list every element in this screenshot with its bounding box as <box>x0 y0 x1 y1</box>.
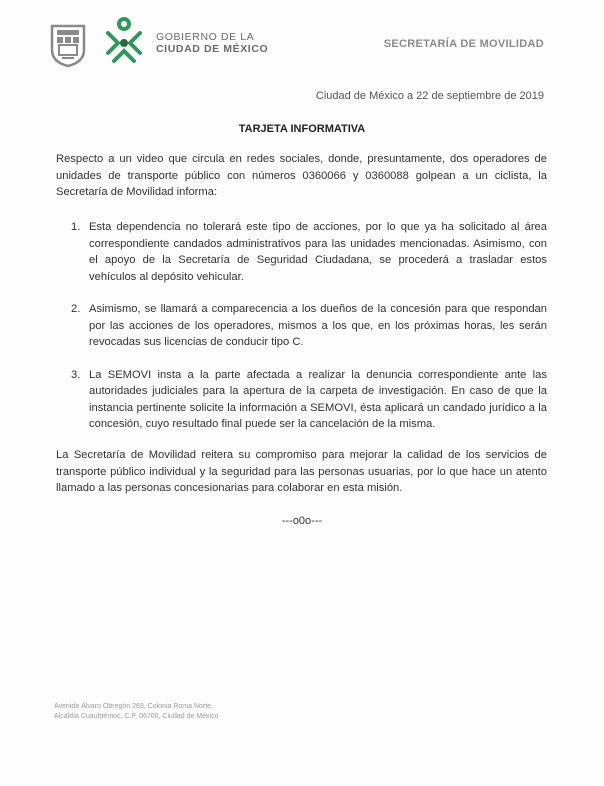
letterhead <box>0 0 604 80</box>
list-item-text: Asimismo, se llamará a comparecencia a los dueños de la concesión para que respondan por las acciones de los operadores, mismos a los que, en los próximas horas, les serán revocadas sus licencias de conducir tipo C. <box>89 303 547 348</box>
address-line-1: Avenida Álvaro Obregón 269, Colonia Roma Norte, <box>54 703 214 710</box>
document-date: Ciudad de México a 22 de septiembre de 2019 <box>315 90 544 102</box>
government-line-1: GOBIERNO DE LA <box>156 31 255 43</box>
footer-address <box>54 702 218 722</box>
list-item <box>56 367 547 433</box>
cdmx-logo-icon <box>100 17 148 67</box>
list-item-number: 2. <box>71 303 81 315</box>
list-item-number: 3. <box>71 368 81 381</box>
closing-paragraph: La Secretaría de Movilidad reitera su compromiso para mejorar la calidad de los servicios de transporte público individual y la seguridad para las personas usuarias, por lo que hace un atento llamado a las personas concesionarias para colaborar en esta misión. <box>56 449 547 494</box>
list-item <box>56 301 547 351</box>
secretaria-title: SECRETARÍA DE MOVILIDAD <box>383 38 544 50</box>
list-item-number: 1. <box>71 221 81 233</box>
list-item <box>56 219 547 285</box>
government-name <box>156 31 268 55</box>
intro-paragraph: Respecto a un video que circula en redes sociales, donde, presuntamente, dos operadores de unidades de transporte público con números 0360066 y 0360088 golpean a un ciclista, la Secretaría de Movilidad informa: <box>56 153 547 198</box>
end-mark: ---o0o--- <box>281 515 323 527</box>
list-item-text: Esta dependencia no tolerará este tipo de acciones, por lo que ya ha solicitado al área correspondiente candados administrativos para las unidades mencionadas. Asimismo, con el apoyo de la Secretaría de Seguridad Ciudadana, se procederá a trasladar estos vehículos al depósito vehicular. <box>89 221 547 283</box>
coat-of-arms-icon <box>48 20 88 68</box>
document-title: TARJETA INFORMATIVA <box>238 123 366 135</box>
address-line-2: Alcaldía Cuauhtémoc, C.P. 06700, Ciudad de México <box>54 713 219 720</box>
list-item-text: La SEMOVI insta a la parte afectada a realizar la denuncia correspondiente ante las autoridades judiciales para la apertura de la carpeta de investigación. En caso de que la instancia pertinente solicite la información a SEMOVI, ésta aplicará un candado jurídico a la concesión, cuyo resultado final puede ser la cancelación de la misma. <box>89 368 547 430</box>
numbered-list <box>56 219 547 449</box>
government-line-2: CIUDAD DE MÉXICO <box>156 43 269 55</box>
